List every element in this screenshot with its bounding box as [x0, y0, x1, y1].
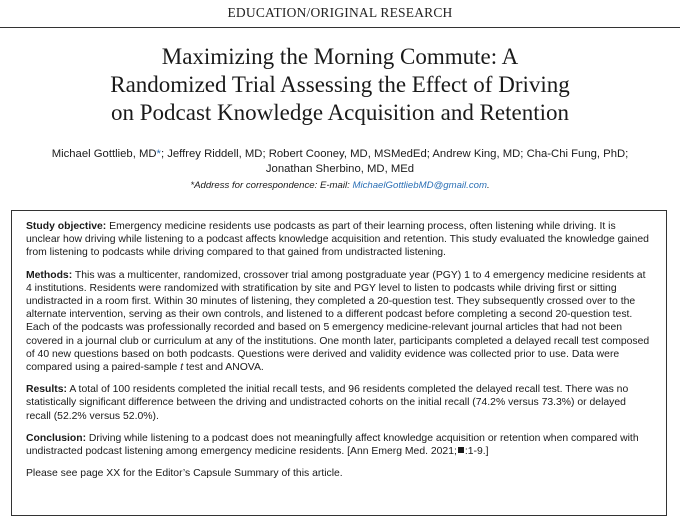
methods-text: This was a multicenter, randomized, crossover trial among postgraduate year (PGY) 1 to 4 emergency medicine residents at 4 institutions. Residents were randomized with stratification by site and PGY level to listen to podcasts while driving first or sitting undistracted in a room first. Within 30 minutes of listening, they completed a 20-question test. They subsequently crossed over to the alternate intervention, serving as their own controls, and listened to a different podcast before completing a second 20-question test. Each of the podcasts was professionally recorded and based on 5 emergency medicine-relevant journal articles that had not been covered in a journal club or curriculum at any of the institutions. One month later, participants completed a delayed recall test composed of 40 new questions based on both podcasts. Questions were derived and validity evidence was collected prior to use. Data were compared using a paired-sample	[26, 269, 650, 374]
abstract-content	[26, 220, 652, 489]
volume-placeholder-square-icon	[458, 447, 464, 453]
conclusion-text: Driving while listening to a podcast does not meaningfully affect knowledge acquisition or retention when compared with undistracted podcast listening among emergency medicine residents. [Ann Emerg Med. 2021;	[26, 432, 639, 458]
abstract-conclusion	[26, 432, 652, 458]
objective-text: Emergency medicine residents use podcasts as part of their learning process, often listening while driving. It is unclear how driving while listening to a podcast affects knowledge acquisition and retention. This study evaluated the knowledge gained from listening to podcasts while driving compared to that gained from undistracted listening.	[26, 221, 649, 259]
abstract-methods	[26, 269, 652, 375]
title-line-3: on Podcast Knowledge Acquisition and Retention	[110, 100, 570, 125]
methods-t-italic: t	[180, 362, 184, 374]
methods-text-end: test and ANOVA.	[183, 362, 264, 374]
title-line-1: Maximizing the Morning Commute: A	[161, 44, 519, 69]
author-first: Michael Gottlieb, MD	[51, 148, 157, 160]
objective-label: Study objective:	[26, 221, 107, 232]
article-title	[30, 43, 650, 127]
abstract-objective	[26, 220, 652, 260]
author-list	[20, 147, 660, 177]
abstract-results	[26, 383, 652, 423]
correspondence-prefix: *Address for correspondence: E-mail:	[190, 180, 353, 191]
conclusion-label: Conclusion:	[26, 432, 87, 444]
correspondence-note	[0, 180, 680, 191]
authors-rest: ; Jeffrey Riddell, MD; Robert Cooney, MD, MSMedEd; Andrew King, MD; Cha-Chi Fung, PhD;	[160, 148, 629, 160]
correspondence-suffix: .	[486, 180, 490, 191]
capsule-summary-note: Please see page XX for the Editor’s Capsule Summary of this article.	[26, 468, 343, 480]
title-line-2: Randomized Trial Assessing the Effect of Driving	[110, 72, 570, 97]
abstract-box	[11, 210, 667, 516]
results-label: Results:	[26, 384, 67, 396]
section-divider	[0, 27, 680, 28]
correspondence-email-link[interactable]: MichaelGottliebMD@gmail.com	[352, 180, 487, 191]
section-label: EDUCATION/ORIGINAL RESEARCH	[227, 5, 453, 20]
results-text: A total of 100 residents completed the initial recall tests, and 96 residents completed the delayed recall test. There was no statistically significant difference between the driving and undistracted cohorts on the initial recall (74.2% versus 73.3%) or delayed recall (52.2% versus 52.0%).	[26, 384, 629, 422]
methods-label: Methods:	[26, 269, 73, 281]
correspondence-asterisk-link[interactable]: *	[156, 148, 161, 160]
author-last: Jonathan Sherbino, MD, MEd	[265, 163, 415, 175]
conclusion-citation-end: :1-9.]	[464, 446, 489, 458]
